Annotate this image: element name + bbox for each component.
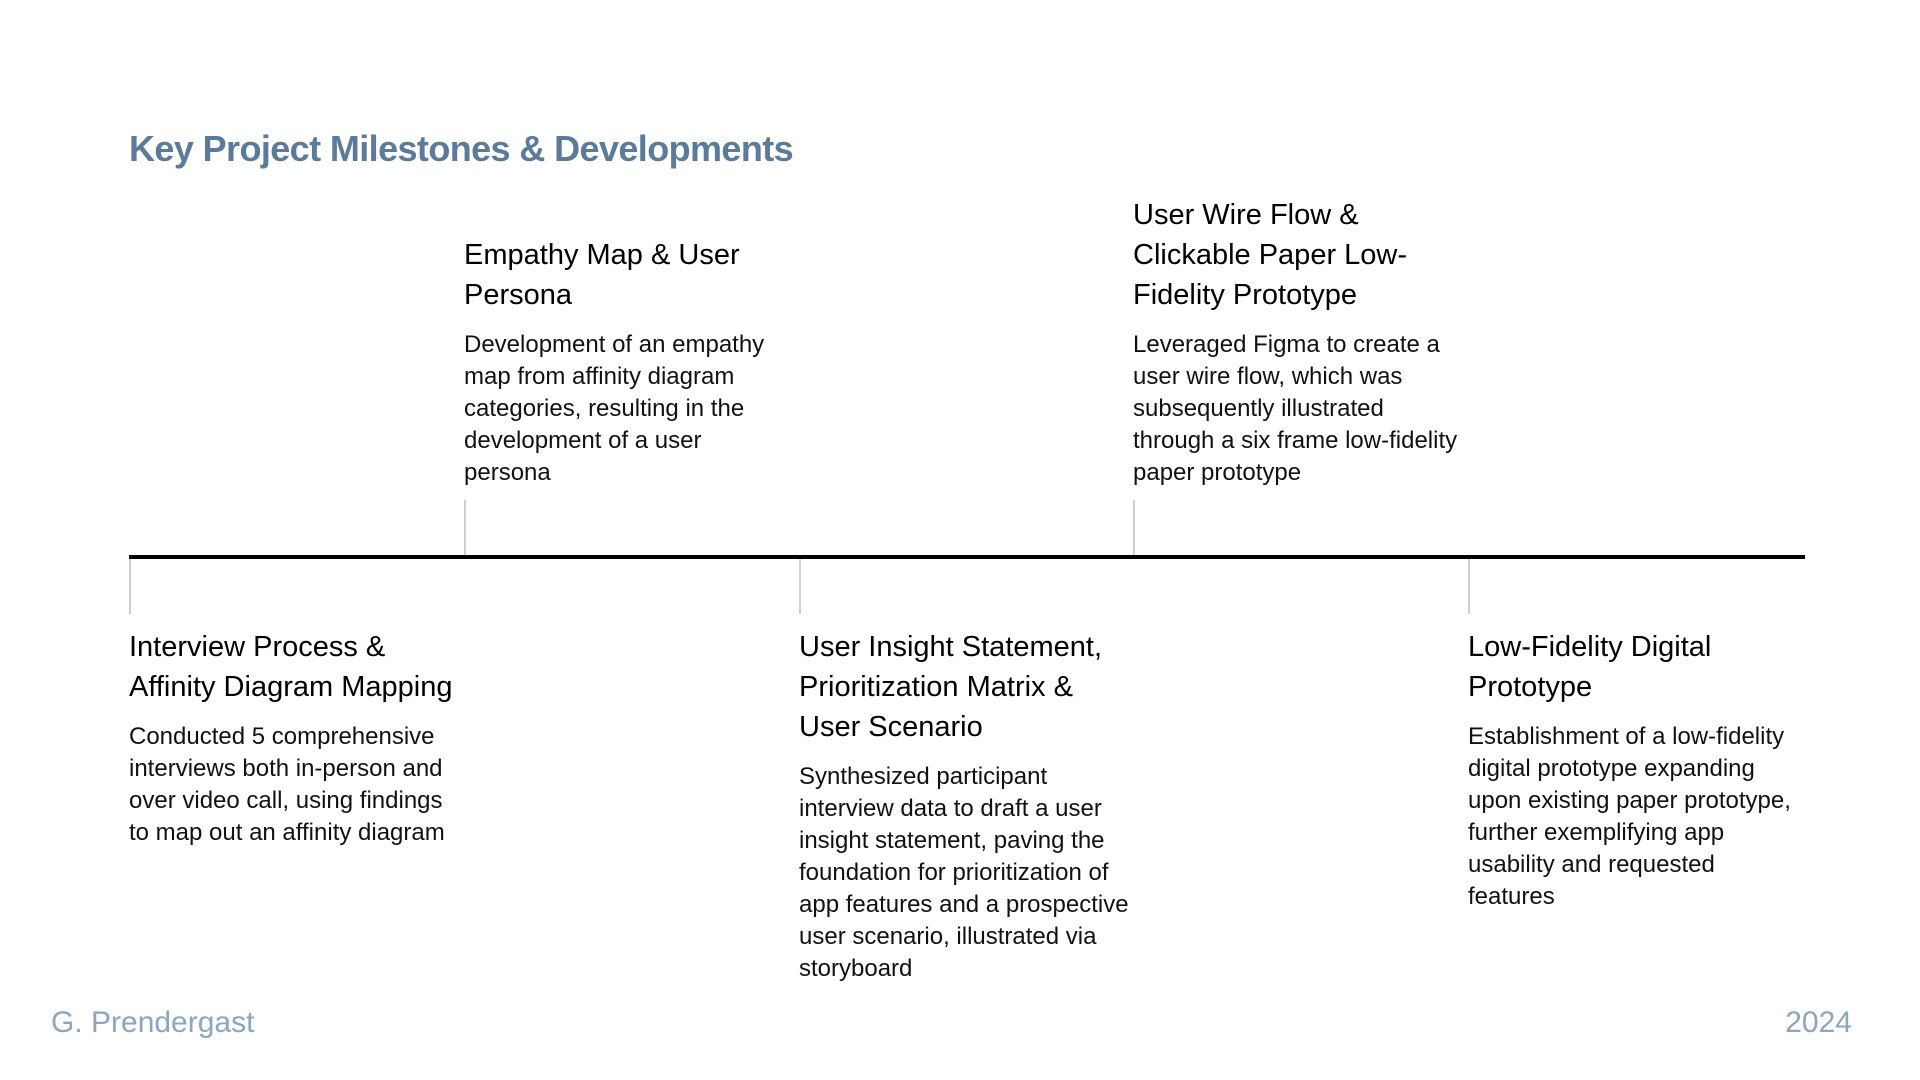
milestone-4: [1133, 195, 1463, 489]
footer-author: G. Prendergast: [51, 1006, 255, 1039]
milestone-4-description: Leveraged Figma to create a user wire flow, which was subsequently illustrated through a six frame low-fidelity paper prototype: [1133, 331, 1458, 486]
milestone-4-heading: User Wire Flow & Clickable Paper Low-Fidelity Prototype: [1133, 199, 1408, 311]
milestone-1-description: Conducted 5 comprehensive interviews both in-person and over video call, using findings to map out an affinity diagram: [129, 723, 445, 846]
milestone-5: [1468, 627, 1798, 913]
milestone-4-connector: [1133, 500, 1135, 555]
milestone-5-heading: Low-Fidelity Digital Prototype: [1468, 631, 1712, 703]
milestone-1: [129, 627, 459, 849]
milestone-5-connector: [1468, 559, 1470, 614]
milestone-3-heading: User Insight Statement, Prioritization Matrix & User Scenario: [799, 631, 1103, 743]
milestone-5-description: Establishment of a low-fidelity digital prototype expanding upon existing paper prototype, further exemplifying app usability and requested features: [1468, 723, 1791, 910]
milestone-2-heading: Empathy Map & User Persona: [464, 239, 740, 311]
timeline-axis: [129, 555, 1805, 559]
milestone-2-description: Development of an empathy map from affinity diagram categories, resulting in the development of a user persona: [464, 331, 765, 486]
page-title: Key Project Milestones & Developments: [129, 128, 794, 169]
milestone-1-heading: Interview Process & Affinity Diagram Mapping: [129, 631, 453, 703]
footer-year: 2024: [1785, 1006, 1852, 1039]
milestone-3-description: Synthesized participant interview data to draft a user insight statement, paving the foundation for prioritization of app features and a prospective user scenario, illustrated via storyboard: [799, 763, 1129, 982]
milestone-1-connector: [129, 559, 131, 614]
milestone-3-connector: [799, 559, 801, 614]
milestone-2-connector: [464, 500, 466, 555]
milestone-3: [799, 627, 1129, 985]
milestone-2: [464, 235, 794, 489]
